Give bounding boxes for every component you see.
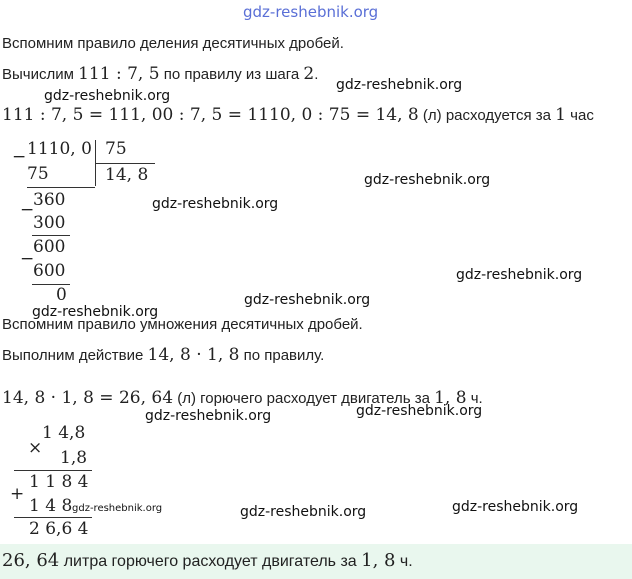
- division-minus-sign-3: −: [20, 249, 35, 269]
- watermark: gdz-reshebnik.org: [452, 499, 579, 515]
- watermark-small: gdz-reshebnik.org: [72, 503, 163, 514]
- answer-time: 1, 8: [361, 550, 396, 571]
- division-first-subtrahend: 75: [27, 164, 49, 184]
- multiplication-plus-sign: +: [10, 484, 25, 504]
- watermark: gdz-reshebnik.org: [240, 504, 367, 520]
- answer-value: 26, 64: [2, 550, 60, 571]
- multiplication-rule-text: Вспомним правило умножения десятичных дробей.: [2, 316, 363, 333]
- multiplication-result-expression: 14, 8 · 1, 8 = 26, 64: [2, 388, 174, 408]
- multiplication-line-1: [14, 470, 92, 471]
- calc-expression: 111 : 7, 5: [78, 64, 160, 84]
- watermark: gdz-reshebnik.org: [336, 77, 463, 93]
- division-result-text: (л) расходуется за: [418, 107, 556, 124]
- multiplication-line-2: [14, 517, 92, 518]
- division-subtrahend-2: 300: [33, 213, 66, 233]
- division-final-remainder: 0: [56, 285, 67, 305]
- answer-text: литра горючего расходует двигатель за: [59, 553, 362, 570]
- calc-prefix: Вычислим: [2, 66, 79, 83]
- watermark: gdz-reshebnik.org: [44, 88, 171, 104]
- watermark: gdz-reshebnik.org: [364, 172, 491, 188]
- watermark: gdz-reshebnik.org: [244, 292, 371, 308]
- calc-line: [2, 64, 318, 84]
- division-divisor: 75: [105, 139, 127, 159]
- division-divisor-line: [95, 163, 155, 164]
- division-subtrahend-3: 600: [33, 261, 66, 281]
- perform-expression: 14, 8 · 1, 8: [147, 345, 240, 365]
- watermark: gdz-reshebnik.org: [32, 304, 159, 320]
- division-rule-text: Вспомним правило деления десятичных дробей.: [2, 35, 344, 52]
- multiplication-partial-2: 1 4 8: [29, 496, 73, 516]
- perform-line: [2, 345, 324, 365]
- division-result-one: 1: [555, 105, 566, 125]
- answer-hours: ч.: [395, 553, 413, 570]
- multiplication-product: 2 6,6 4: [29, 519, 89, 539]
- perform-prefix: Выполним действие: [2, 347, 148, 364]
- watermark-top: gdz-reshebnik.org: [243, 3, 379, 21]
- multiplication-result-time: 1, 8: [434, 388, 467, 408]
- division-dividend: 1110, 0: [27, 139, 92, 159]
- multiplication-result-text: (л) горючего расходует двигатель за: [173, 390, 435, 407]
- division-line-1: [27, 187, 95, 188]
- division-remainder-1: 360: [33, 190, 66, 210]
- watermark: gdz-reshebnik.org: [356, 403, 483, 419]
- multiplication-factor-1: 1 4,8: [42, 423, 86, 443]
- multiplication-partial-1: 1 1 8 4: [29, 472, 89, 492]
- division-line-2: [32, 235, 70, 236]
- division-result-hour: час: [566, 107, 594, 124]
- answer-line: [2, 550, 413, 571]
- division-minus-sign: −: [12, 147, 27, 167]
- multiplication-factor-2: 1,8: [60, 448, 88, 468]
- calc-suffix: по правилу из шага: [159, 66, 304, 83]
- division-result-expression: 111 : 7, 5 = 111, 00 : 7, 5 = 1110, 0 : 75 = 14, 8: [2, 105, 419, 125]
- division-result-line: [2, 105, 594, 125]
- multiplication-result-hours: ч.: [466, 390, 483, 407]
- perform-suffix: по правилу.: [239, 347, 325, 364]
- multiplication-times-sign: ×: [28, 438, 43, 458]
- division-remainder-2: 600: [33, 237, 66, 257]
- division-quotient: 14, 8: [105, 165, 149, 185]
- calc-step-number: 2: [303, 64, 315, 84]
- watermark: gdz-reshebnik.org: [152, 196, 279, 212]
- watermark: gdz-reshebnik.org: [145, 408, 272, 424]
- division-minus-sign-2: −: [20, 200, 35, 220]
- calc-end: .: [314, 66, 319, 83]
- watermark: gdz-reshebnik.org: [456, 267, 583, 283]
